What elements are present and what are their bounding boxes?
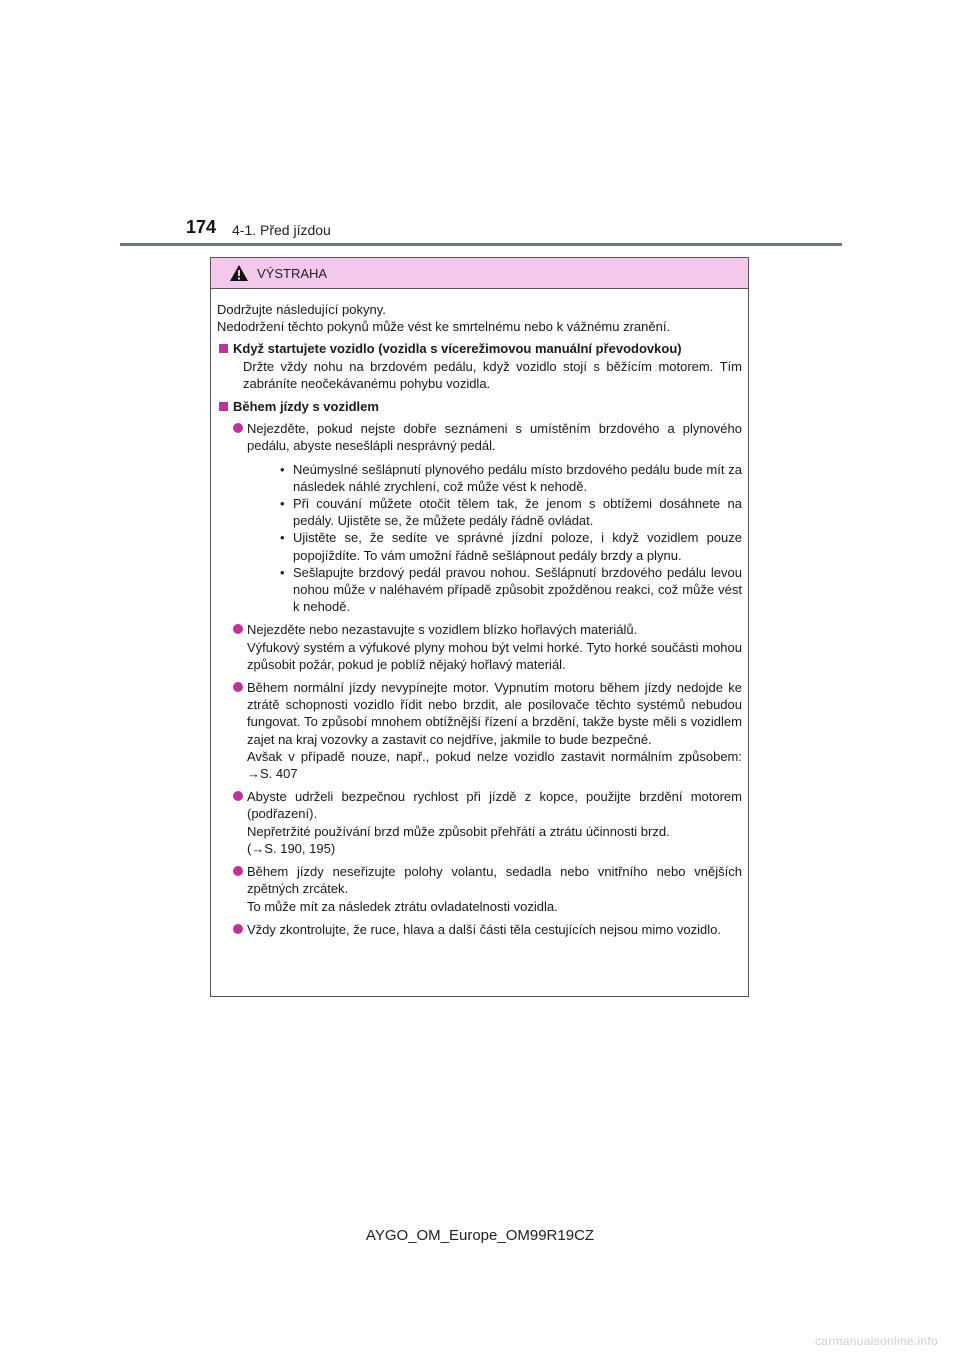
sub-bullet: • Ujistěte se, že sedíte ve správné jízdní poloze, i když vozidlem pouze popojíždíte. To vám umožní řádně sešlápnout pedály brzdy a plynu. bbox=[280, 530, 742, 563]
circle-bullet-icon bbox=[233, 423, 243, 433]
list-item: Vždy zkontrolujte, že ruce, hlava a další části těla cestujících nejsou mimo vozidlo. bbox=[217, 921, 742, 938]
list-item: Abyste udrželi bezpečnou rychlost při jízdě z kopce, použijte brzdění motorem (podřazení). Nepřetržité používání brzd může způsobit přehřátí a ztrátu účinnosti brzd. (→S. 190, 195) bbox=[217, 788, 742, 857]
sub-bullet: • Neúmyslné sešlápnutí plynového pedálu místo brzdového pedálu bude mít za následek náhlé zrychlení, což může vést k nehodě. bbox=[280, 461, 742, 494]
square-bullet-icon bbox=[219, 344, 228, 353]
intro-line: Dodržujte následující pokyny. bbox=[217, 302, 386, 317]
page-number: 174 bbox=[186, 217, 217, 237]
warning-body bbox=[211, 289, 748, 938]
intro-line: Nedodržení těchto pokynů může vést ke smrtelnému nebo k vážnému zranění. bbox=[217, 319, 671, 335]
list-item: Během normální jízdy nevypínejte motor. Vypnutím motoru během jízdy nedojde ke ztrátě schopnosti vozidlo řídit nebo brzdit, ale posilovače těchto systémů nebudou fungovat. To způsobí mnohem obtížnější řízení a brzdění, takže byste měli s vozidlem zajet na kraj vozovky a zastavit co nejdříve, jakmile to bude bezpečné. Avšak v případě nouze, např., pokud nelze vozidlo zastavit normálním způsobem: →S. 407 bbox=[217, 679, 742, 782]
header-divider bbox=[120, 243, 842, 246]
warning-box bbox=[210, 257, 749, 997]
circle-bullet-icon bbox=[233, 791, 243, 801]
circle-bullet-icon bbox=[233, 924, 243, 934]
list-item: Nejezděte nebo nezastavujte s vozidlem blízko hořlavých materiálů. Výfukový systém a výfukové plyny mohou být velmi horké. Tyto horké součásti mohou způsobit požár, pokud je poblíž nějaký hořlavý materiál. bbox=[217, 621, 742, 673]
section-heading: Když startujete vozidlo (vozidla s vícerežimovou manuální převodovkou) bbox=[217, 340, 742, 357]
watermark: carmanualsonline.info bbox=[814, 1334, 938, 1348]
section-title: 4-1. Před jízdou bbox=[232, 222, 331, 238]
sub-bullet: • Při couvání můžete otočit tělem tak, že jenom s obtížemi dosáhnete na pedály. Ujistěte se, že můžete pedály řádně ovládat. bbox=[280, 496, 742, 529]
warning-triangle-icon bbox=[229, 264, 249, 282]
warning-title: VÝSTRAHA bbox=[257, 265, 328, 281]
square-bullet-icon bbox=[219, 402, 228, 411]
sub-bullet-list bbox=[247, 461, 742, 616]
list-item: Nejezděte, pokud nejste dobře seznámeni s umístěním brzdového a plynového pedálu, abyste nesešlápli nesprávný pedál. • Neúmyslné sešlápnutí plynového pedálu místo brzdového pedálu bude mít za následek náhlé zrychlení, což může vést k nehodě. • Při couvání můžete otočit tělem tak, že jenom s obtížemi dosáhnete na pedály. Ujistěte se, že můžete pedály řádně ovládat. • Ujistěte se, že sedíte ve správné jízdní poloze, i když vozidlem pouze popojíždíte. To vám umožní řádně sešlápnout pedály brzdy a plynu. • Sešlapujte brzdový pedál pravou nohou. Sešlápnutí brzdového pedálu levou nohou může v naléhavém případě způsobit zpožděnou reakci, což může vést k nehodě. bbox=[217, 420, 742, 615]
list-item: Během jízdy neseřizujte polohy volantu, sedadla nebo vnitřního nebo vnějších zpětných zrcátek. To může mít za následek ztrátu ovladatelnosti vozidla. bbox=[217, 863, 742, 915]
warning-header bbox=[211, 258, 748, 289]
circle-bullet-icon bbox=[233, 624, 243, 634]
circle-bullet-icon bbox=[233, 866, 243, 876]
sub-bullet: • Sešlapujte brzdový pedál pravou nohou. Sešlápnutí brzdového pedálu levou nohou může v naléhavém případě způsobit zpožděnou reakci, což může vést k nehodě. bbox=[280, 564, 742, 615]
section-text: Držte vždy nohu na brzdovém pedálu, když vozidlo stojí s běžícím motorem. Tím zabráníte neočekávanému pohybu vozidla. bbox=[243, 358, 742, 391]
circle-bullet-icon bbox=[233, 682, 243, 692]
section-heading: Během jízdy s vozidlem bbox=[217, 398, 742, 415]
document-id: AYGO_OM_Europe_OM99R19CZ bbox=[365, 1227, 595, 1244]
